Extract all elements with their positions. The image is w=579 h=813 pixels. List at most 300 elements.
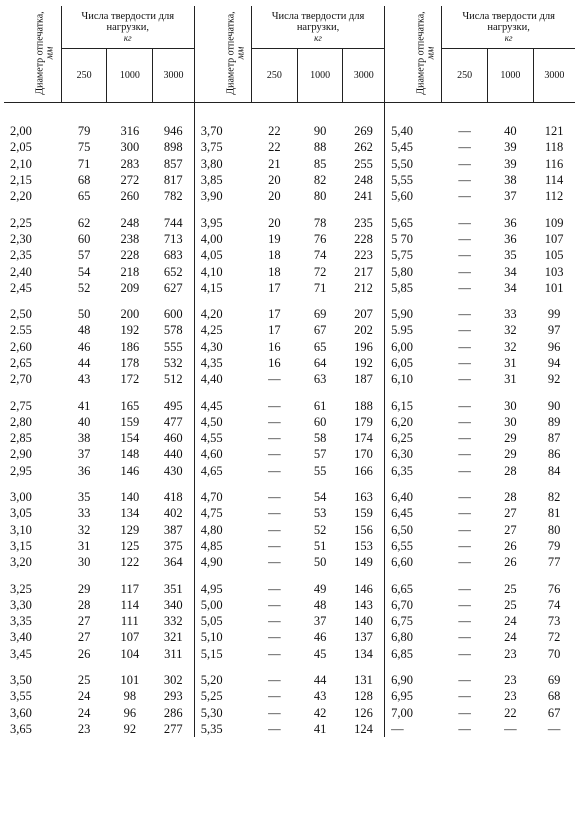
hardness-cell: 17	[268, 323, 281, 338]
hardness-cell: 248	[120, 215, 140, 230]
hardness-cell: 37	[313, 614, 327, 629]
hardness-cell: 187	[354, 372, 373, 387]
hardness-cell: 29	[504, 431, 517, 446]
hardness-cell: —	[458, 339, 471, 354]
hardness-cell: 38	[77, 431, 91, 446]
diameter-cell: 3,60	[10, 705, 32, 720]
hardness-cell: 364	[163, 555, 183, 570]
hardness-cell: 38	[504, 173, 517, 188]
hardness-cell: 29	[504, 447, 517, 462]
hardness-cell: 35	[77, 490, 91, 505]
spacer-cell	[251, 204, 297, 214]
hardness-cell: 20	[268, 189, 281, 204]
spacer-cell	[488, 479, 534, 489]
diameter-cell: 6,45	[385, 505, 442, 521]
diameter-cell: 3,15	[10, 538, 32, 553]
hardness-cell: —	[458, 689, 471, 704]
diameter-cell: 6,55	[385, 538, 442, 554]
diameter-cell: 5,15	[194, 646, 251, 662]
spacer-cell	[251, 387, 297, 397]
diameter-cell: 2,40	[10, 264, 32, 279]
hardness-cell: 36	[504, 231, 517, 246]
hardness-cell: 228	[354, 231, 373, 246]
hardness-cell: —	[458, 231, 471, 246]
spacer-cell	[488, 204, 534, 214]
hardness-cell: 248	[354, 173, 373, 188]
hardness-cell: —	[458, 506, 471, 521]
spacer-cell	[4, 570, 61, 580]
table-row	[4, 646, 575, 662]
hardness-cell: 134	[354, 646, 373, 661]
spacer-cell	[297, 387, 343, 397]
spacer-cell	[107, 479, 153, 489]
hardness-cell: —	[458, 323, 471, 338]
hardness-cell: 82	[313, 173, 327, 188]
spacer-cell	[61, 479, 107, 489]
spacer-cell	[4, 296, 61, 306]
hardness-cell: 186	[120, 339, 140, 354]
hardness-cell: 24	[77, 689, 91, 704]
hardness-cell: 22	[504, 705, 517, 720]
hardness-cell: 134	[120, 506, 140, 521]
diameter-cell: 4,90	[194, 554, 251, 570]
hardness-cell: 68	[547, 689, 561, 704]
hardness-cell: 196	[354, 339, 373, 354]
spacer-cell	[385, 204, 442, 214]
hardness-cell: 192	[120, 323, 140, 338]
hardness-cell: 131	[354, 673, 373, 688]
hardness-cell: 80	[313, 189, 327, 204]
hardness-cell: —	[268, 689, 281, 704]
hardness-cell: 255	[354, 156, 373, 171]
spacer-cell	[442, 662, 488, 672]
diameter-cell: 4,80	[194, 522, 251, 538]
spacer-cell	[533, 570, 575, 580]
hardness-cell: —	[458, 555, 471, 570]
spacer-cell	[442, 204, 488, 214]
diameter-cell: 6,05	[385, 355, 442, 371]
hardness-cell: 260	[120, 189, 140, 204]
hardness-cell: 52	[313, 522, 327, 537]
diameter-cell: 2.55	[10, 323, 32, 338]
hardness-cell: 25	[77, 673, 91, 688]
spacer-cell	[488, 387, 534, 397]
diameter-header: Диаметр отпечатка, мм	[385, 6, 442, 103]
hardness-cell: 652	[163, 264, 183, 279]
hardness-cell: 112	[544, 189, 564, 204]
load-header-250: 250	[251, 49, 297, 103]
spacer-cell	[385, 387, 442, 397]
hardness-cell: 78	[313, 215, 327, 230]
hardness-cell: 69	[313, 307, 327, 322]
diameter-cell: 5,05	[194, 613, 251, 629]
spacer-cell	[343, 296, 385, 306]
table-row	[4, 721, 575, 737]
hardness-cell: 45	[313, 646, 327, 661]
hardness-cell: 31	[504, 356, 517, 370]
hardness-cell: 137	[354, 630, 373, 645]
hardness-cell: —	[268, 555, 281, 570]
hardness-cell: 76	[313, 231, 327, 246]
hardness-cell: —	[458, 414, 471, 429]
hardness-cell: 36	[504, 215, 517, 230]
hardness-cell: 495	[163, 398, 183, 413]
hardness-cell: 87	[547, 431, 561, 446]
hardness-cell: 154	[120, 431, 140, 446]
spacer-cell	[4, 204, 61, 214]
hardness-cell: 146	[120, 463, 140, 478]
spacer-cell	[533, 662, 575, 672]
table-body	[4, 103, 575, 738]
diameter-cell: 5,90	[385, 306, 442, 322]
diameter-cell: 5,25	[194, 688, 251, 704]
hardness-cell: —	[458, 173, 471, 188]
hardness-cell: —	[458, 156, 471, 171]
hardness-cell: 23	[504, 689, 517, 704]
table-row	[4, 613, 575, 629]
load-header-3000: 3000	[343, 49, 385, 103]
hardness-cell: 30	[504, 398, 517, 413]
spacer-cell	[343, 387, 385, 397]
table-row	[4, 672, 575, 688]
spacer-cell	[533, 387, 575, 397]
hardness-cell: 207	[354, 307, 373, 322]
hardness-cell: 143	[354, 597, 373, 612]
diameter-cell: 3,85	[194, 172, 251, 188]
diameter-cell: 4,20	[194, 306, 251, 322]
hardness-cell: —	[458, 264, 471, 279]
hardness-cell: 98	[123, 689, 137, 704]
spacer-cell	[194, 103, 251, 124]
hardness-cell: 44	[313, 673, 327, 688]
hardness-cell: 48	[313, 597, 327, 612]
table-row	[4, 263, 575, 279]
diameter-cell: 5,75	[385, 247, 442, 263]
hardness-cell: 148	[120, 447, 140, 462]
hardness-cell: 27	[504, 506, 517, 521]
hardness-cell: 600	[163, 307, 183, 322]
hardness-cell: 223	[354, 248, 373, 263]
diameter-cell: 3,45	[10, 646, 32, 661]
diameter-cell: 4,15	[194, 280, 251, 296]
hardness-cell: 18	[268, 264, 281, 279]
hardness-cell: —	[458, 248, 471, 263]
hardness-cell: 283	[120, 156, 140, 171]
hardness-cell: 37	[504, 189, 517, 204]
diameter-cell: 3,90	[194, 188, 251, 204]
hardness-cell: 235	[354, 215, 373, 230]
hardness-cell: 92	[547, 372, 561, 387]
diameter-cell: 5,50	[385, 156, 442, 172]
hardness-cell: —	[268, 522, 281, 537]
hardness-cell: 104	[120, 646, 140, 661]
hardness-cell: —	[458, 538, 471, 553]
hardness-cell: —	[458, 280, 471, 295]
diameter-cell: 2,65	[10, 356, 32, 370]
spacer-cell	[107, 204, 153, 214]
hardness-cell: 31	[77, 538, 91, 553]
hardness-cell: 111	[120, 614, 139, 629]
hardness-cell: 744	[163, 215, 183, 230]
hardness-cell: 241	[354, 189, 373, 204]
diameter-cell: 6,40	[385, 489, 442, 505]
hardness-cell: 77	[547, 555, 561, 570]
spacer-cell	[385, 103, 442, 124]
diameter-cell: 3,25	[10, 581, 32, 596]
hardness-cell: 30	[504, 414, 517, 429]
spacer-cell	[107, 570, 153, 580]
spacer-cell	[442, 103, 488, 124]
hardness-cell: 23	[504, 646, 517, 661]
diameter-cell: 4,55	[194, 430, 251, 446]
table-row	[4, 188, 575, 204]
hardness-cell: 117	[120, 581, 139, 596]
diameter-cell: 4,45	[194, 397, 251, 413]
hardness-cell: 228	[120, 248, 140, 263]
hardness-cell: 39	[504, 156, 517, 171]
hardness-cell: 65	[77, 189, 91, 204]
hardness-cell: 114	[544, 173, 564, 188]
hardness-cell: 23	[504, 673, 517, 688]
table-row	[4, 538, 575, 554]
diameter-cell: 4,70	[194, 489, 251, 505]
hardness-cell: —	[458, 463, 471, 478]
hardness-cell: 105	[544, 248, 564, 263]
diameter-cell: 4,00	[194, 231, 251, 247]
spacer-cell	[385, 296, 442, 306]
group-spacer	[4, 387, 575, 397]
hardness-cell: 70	[547, 646, 561, 661]
hardness-cell: 41	[313, 721, 327, 736]
hardness-cell: 269	[354, 124, 373, 139]
hardness-cell: —	[268, 447, 281, 462]
hardness-cell: 33	[77, 506, 91, 521]
hardness-cell: —	[458, 630, 471, 645]
diameter-cell: 6,75	[385, 613, 442, 629]
hardness-cell: 332	[163, 614, 183, 629]
hardness-cell: —	[458, 721, 471, 736]
hardness-cell: 321	[163, 630, 183, 645]
hardness-cell: 63	[313, 372, 327, 387]
group-spacer	[4, 662, 575, 672]
load-group-header: Числа твердости для нагрузки, кг	[61, 6, 194, 49]
hardness-cell: 124	[354, 721, 373, 736]
hardness-cell: 97	[547, 323, 561, 338]
hardness-cell: 17	[268, 307, 281, 322]
hardness-cell: —	[268, 721, 281, 736]
hardness-cell: 67	[313, 323, 327, 338]
spacer-cell	[153, 103, 195, 124]
hardness-cell: —	[268, 431, 281, 446]
spacer-cell	[385, 662, 442, 672]
diameter-cell: 4,60	[194, 446, 251, 462]
diameter-cell: 5,35	[194, 721, 251, 737]
diameter-cell: 4,35	[194, 355, 251, 371]
diameter-cell: 2,35	[10, 248, 32, 263]
hardness-cell: 165	[120, 398, 140, 413]
hardness-cell: 22	[268, 124, 281, 139]
hardness-cell: 65	[313, 339, 327, 354]
diameter-cell: 6,85	[385, 646, 442, 662]
spacer-cell	[442, 570, 488, 580]
hardness-cell: 96	[123, 705, 137, 720]
hardness-cell: 21	[268, 156, 281, 171]
hardness-cell: 375	[163, 538, 183, 553]
hardness-cell: 17	[268, 280, 281, 295]
hardness-cell: 27	[504, 522, 517, 537]
hardness-cell: —	[268, 630, 281, 645]
diameter-cell: 4,65	[194, 463, 251, 479]
diameter-cell: 4,50	[194, 414, 251, 430]
diameter-cell: 4,25	[194, 322, 251, 338]
hardness-cell: 418	[163, 490, 183, 505]
hardness-cell: —	[504, 721, 517, 736]
hardness-cell: 33	[504, 307, 517, 322]
hardness-cell: 16	[268, 339, 281, 354]
diameter-cell: 6,80	[385, 629, 442, 645]
hardness-cell: 62	[77, 215, 91, 230]
table-row	[4, 397, 575, 413]
diameter-cell: 3,65	[10, 721, 32, 736]
hardness-cell: 512	[163, 372, 183, 387]
hardness-cell: 84	[547, 463, 561, 478]
diameter-cell: 5,00	[194, 597, 251, 613]
spacer-cell	[4, 662, 61, 672]
diameter-cell: 2,90	[10, 447, 32, 462]
diameter-cell: 6,70	[385, 597, 442, 613]
hardness-cell: 128	[354, 689, 373, 704]
diameter-cell: 5,65	[385, 214, 442, 230]
hardness-cell: 683	[163, 248, 183, 263]
hardness-cell: 32	[77, 522, 91, 537]
hardness-cell: 387	[163, 522, 183, 537]
hardness-cell: —	[458, 646, 471, 661]
hardness-cell: —	[268, 581, 281, 596]
hardness-cell: 188	[354, 398, 373, 413]
hardness-cell: 192	[354, 356, 373, 370]
table-row	[4, 156, 575, 172]
hardness-cell: 121	[544, 124, 564, 139]
spacer-cell	[297, 570, 343, 580]
hardness-cell: 19	[268, 231, 281, 246]
hardness-cell: 34	[504, 280, 517, 295]
hardness-cell: 578	[163, 323, 183, 338]
hardness-cell: 31	[504, 372, 517, 387]
spacer-cell	[61, 387, 107, 397]
spacer-cell	[4, 103, 61, 124]
hardness-cell: 178	[120, 356, 140, 370]
hardness-cell: 54	[77, 264, 91, 279]
hardness-cell: 460	[163, 431, 183, 446]
spacer-cell	[343, 204, 385, 214]
hardness-cell: 159	[120, 414, 140, 429]
spacer-cell	[153, 570, 195, 580]
table-row	[4, 554, 575, 570]
diameter-cell: 5,85	[385, 280, 442, 296]
hardness-cell: 782	[163, 189, 183, 204]
diameter-cell: 3,35	[10, 614, 32, 629]
hardness-table	[4, 6, 575, 737]
hardness-cell: 24	[504, 614, 517, 629]
spacer-cell	[153, 662, 195, 672]
group-spacer	[4, 103, 575, 124]
hardness-cell: 311	[164, 646, 183, 661]
hardness-cell: 286	[163, 705, 183, 720]
hardness-cell: 69	[547, 673, 561, 688]
table-row	[4, 489, 575, 505]
diameter-cell: 6,20	[385, 414, 442, 430]
hardness-cell: 440	[163, 447, 183, 462]
spacer-cell	[297, 204, 343, 214]
hardness-cell: 99	[547, 307, 561, 322]
spacer-cell	[194, 204, 251, 214]
hardness-cell: 22	[268, 140, 281, 155]
spacer-cell	[107, 103, 153, 124]
hardness-cell: —	[268, 597, 281, 612]
spacer-cell	[488, 662, 534, 672]
hardness-cell: —	[458, 307, 471, 322]
hardness-cell: 32	[504, 339, 517, 354]
hardness-cell: 532	[163, 356, 183, 370]
hardness-cell: 37	[77, 447, 91, 462]
hardness-cell: 29	[77, 581, 91, 596]
table-row	[4, 214, 575, 230]
hardness-cell: 351	[163, 581, 183, 596]
spacer-cell	[488, 103, 534, 124]
table-row	[4, 580, 575, 596]
hardness-cell: —	[268, 463, 281, 478]
diameter-cell: 3,95	[194, 214, 251, 230]
hardness-cell: 74	[547, 597, 561, 612]
hardness-cell: 60	[313, 414, 327, 429]
load-header-3000: 3000	[153, 49, 195, 103]
hardness-cell: 149	[354, 555, 373, 570]
hardness-cell: 50	[313, 555, 327, 570]
table-row	[4, 414, 575, 430]
table-row	[4, 505, 575, 521]
hardness-cell: 53	[313, 506, 327, 521]
hardness-cell: 32	[504, 323, 517, 338]
diameter-cell: 3,55	[10, 689, 32, 704]
hardness-cell: 262	[354, 140, 373, 155]
diameter-cell: 5 70	[385, 231, 442, 247]
diameter-cell: 7,00	[385, 705, 442, 721]
diameter-cell: 2,80	[10, 414, 32, 429]
spacer-cell	[194, 662, 251, 672]
hardness-cell: 71	[313, 280, 327, 295]
hardness-cell: 122	[120, 555, 140, 570]
spacer-cell	[61, 103, 107, 124]
diameter-cell: 2,60	[10, 339, 32, 354]
diameter-cell: 4,85	[194, 538, 251, 554]
hardness-cell: 153	[354, 538, 373, 553]
hardness-cell: 174	[354, 431, 373, 446]
hardness-cell: —	[268, 398, 281, 413]
hardness-table-page	[4, 6, 575, 806]
diameter-cell: 2,10	[10, 156, 32, 171]
hardness-cell: —	[268, 372, 281, 387]
diameter-cell: 3,40	[10, 630, 32, 645]
hardness-cell: 28	[504, 463, 517, 478]
hardness-cell: —	[458, 431, 471, 446]
diameter-cell: 5,40	[385, 123, 442, 139]
diameter-cell: 3,50	[10, 673, 32, 688]
diameter-cell: 5,30	[194, 705, 251, 721]
load-header-1000: 1000	[297, 49, 343, 103]
hardness-cell: 48	[77, 323, 91, 338]
hardness-cell: —	[268, 490, 281, 505]
hardness-cell: —	[458, 581, 471, 596]
